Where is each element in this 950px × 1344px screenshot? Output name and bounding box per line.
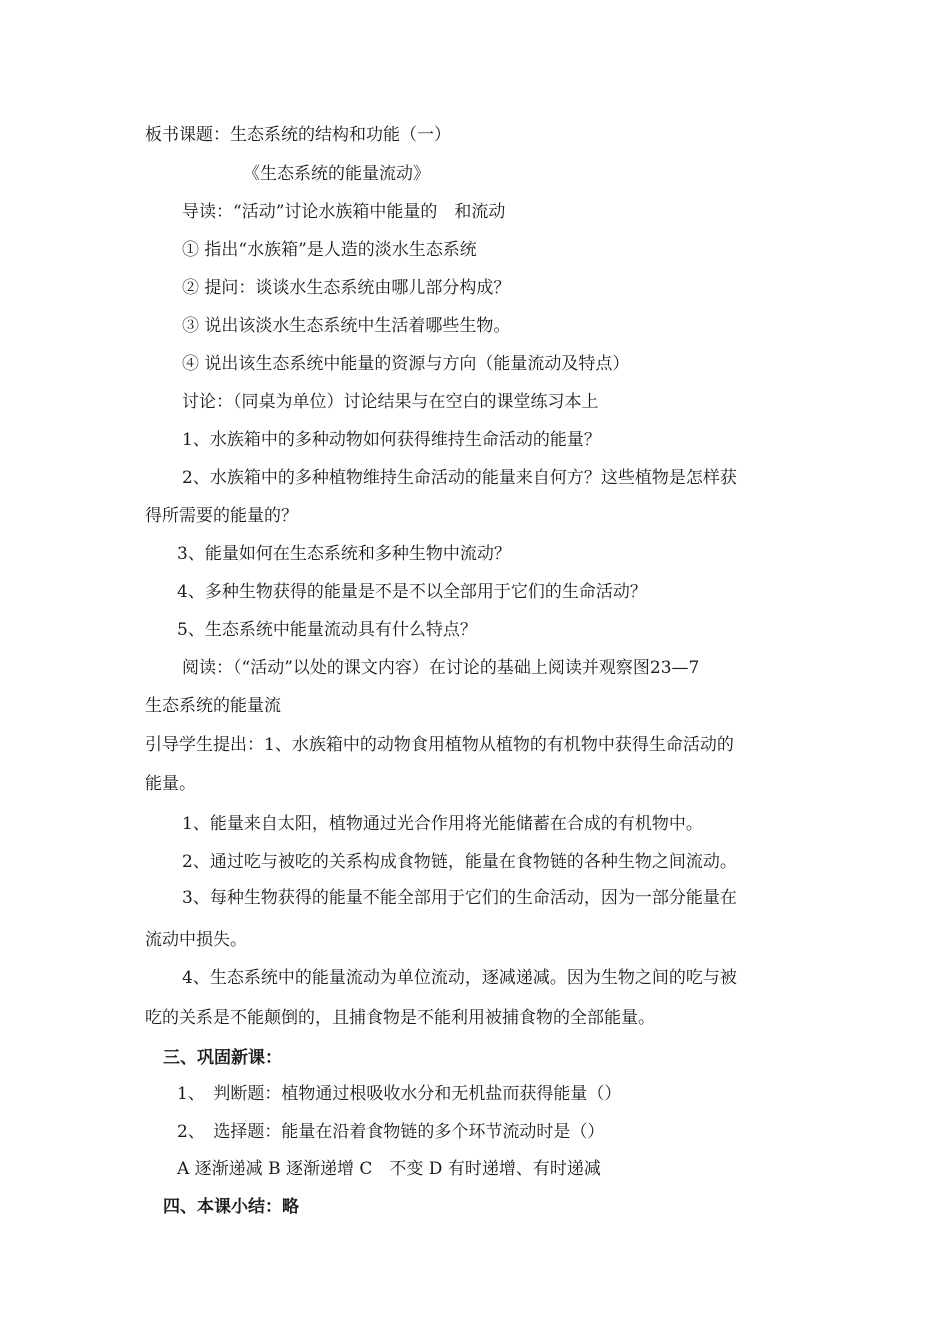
- board-title: 板书课题：生态系统的结构和功能（一）: [145, 125, 451, 145]
- reading-line-2: 生态系统的能量流: [145, 696, 281, 716]
- guidance-line-1: 引导学生提出：1、水族箱中的动物食用植物从植物的有机物中获得生命活动的: [145, 735, 734, 755]
- item-1: ① 指出“水族箱”是人造的淡水生态系统: [182, 240, 477, 260]
- guidance-line-2: 能量。: [145, 774, 196, 794]
- lesson-subtitle: 《生态系统的能量流动》: [243, 164, 430, 184]
- question-2-part-2: 得所需要的能量的？: [145, 506, 298, 526]
- section-summary-heading: 四、本课小结：略: [163, 1197, 299, 1217]
- question-1: 1、水族箱中的多种动物如何获得维持生命活动的能量？: [182, 430, 601, 450]
- question-3: 3、能量如何在生态系统和多种生物中流动？: [177, 544, 511, 564]
- point-4-part-2: 吃的关系是不能颠倒的，且捕食物是不能利用被捕食物的全部能量。: [145, 1008, 655, 1028]
- point-2: 2、通过吃与被吃的关系构成食物链，能量在食物链的各种生物之间流动。: [182, 852, 737, 872]
- reading-line-1: 阅读：（“活动”以处的课文内容）在讨论的基础上阅读并观察图23—7: [182, 658, 700, 678]
- question-2-part-1: 2、水族箱中的多种植物维持生命活动的能量来自何方？这些植物是怎样获: [182, 468, 737, 488]
- question-4: 4、多种生物获得的能量是不是不以全部用于它们的生命活动？: [177, 582, 647, 602]
- point-1: 1、能量来自太阳，植物通过光合作用将光能储蓄在合成的有机物中。: [182, 814, 703, 834]
- exercise-1: 1、 判断题：植物通过根吸收水分和无机盐而获得能量（）: [177, 1084, 622, 1104]
- item-3: ③ 说出该淡水生态系统中生活着哪些生物。: [182, 316, 511, 336]
- item-2: ② 提问：谈谈水生态系统由哪儿部分构成？: [182, 278, 511, 298]
- guided-reading-line: 导读：“活动”讨论水族箱中能量的 和流动: [182, 202, 506, 222]
- point-3-part-1: 3、每种生物获得的能量不能全部用于它们的生命活动，因为一部分能量在: [182, 888, 737, 908]
- item-4: ④ 说出该生态系统中能量的资源与方向（能量流动及特点）: [182, 354, 630, 374]
- discussion-line: 讨论：（同桌为单位）讨论结果与在空白的课堂练习本上: [182, 392, 599, 412]
- exercise-2-options: A 逐渐递减 B 逐渐递增 C 不变 D 有时递增、有时递减: [177, 1159, 601, 1179]
- point-4-part-1: 4、生态系统中的能量流动为单位流动，逐减递减。因为生物之间的吃与被: [182, 968, 737, 988]
- section-consolidation-heading: 三、巩固新课：: [163, 1048, 282, 1068]
- question-5: 5、生态系统中能量流动具有什么特点？: [177, 620, 477, 640]
- exercise-2: 2、 选择题：能量在沿着食物链的多个环节流动时是（）: [177, 1122, 605, 1142]
- point-3-part-2: 流动中损失。: [145, 930, 247, 950]
